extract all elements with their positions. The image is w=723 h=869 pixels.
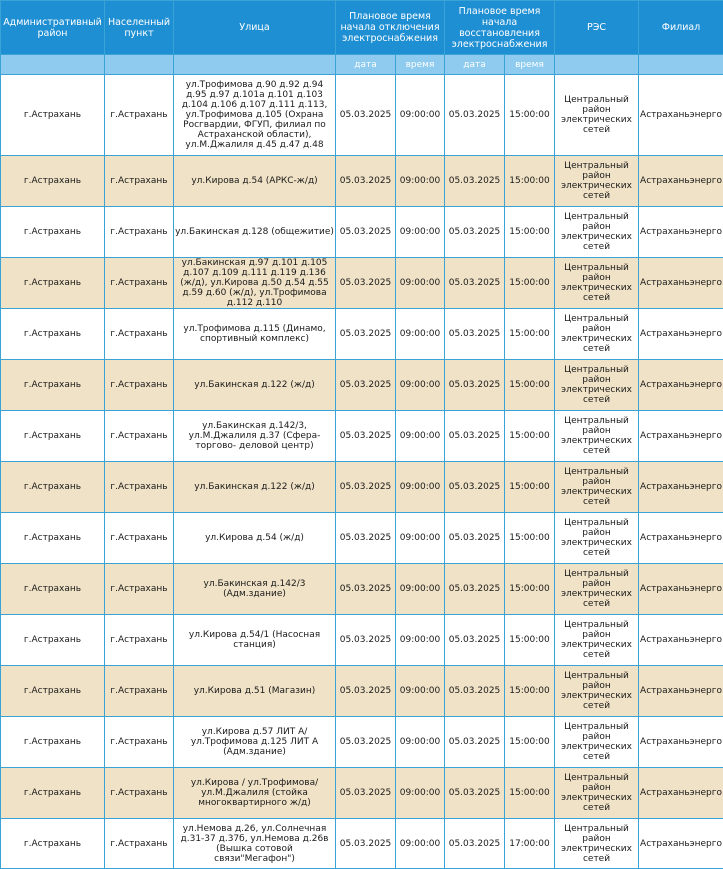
cell-off-time: 09:00:00 bbox=[396, 207, 445, 258]
cell-off-time: 09:00:00 bbox=[396, 258, 445, 309]
cell-off-time: 09:00:00 bbox=[396, 360, 445, 411]
cell-district: г.Астрахань bbox=[1, 156, 105, 207]
cell-street: ул.Бакинская д.128 (общежитие) bbox=[174, 207, 336, 258]
cell-on-date: 05.03.2025 bbox=[445, 207, 505, 258]
cell-off-date: 05.03.2025 bbox=[336, 360, 396, 411]
cell-off-date: 05.03.2025 bbox=[336, 564, 396, 615]
cell-settlement: г.Астрахань bbox=[105, 75, 174, 156]
cell-district: г.Астрахань bbox=[1, 462, 105, 513]
table-row bbox=[1, 768, 723, 819]
header-settlement: Населенный пункт bbox=[105, 1, 174, 55]
cell-street: ул.Бакинская д.97 д.101 д.105 д.107 д.109 д.111 д.119 д.136 (ж/д), ул.Кирова д.50 д.54 д.55 д.59 д.60 (ж/д), ул.Трофимова д.112 д.110 bbox=[174, 258, 336, 309]
table-row bbox=[1, 411, 723, 462]
cell-settlement: г.Астрахань bbox=[105, 309, 174, 360]
cell-res: Центральный район электрических сетей bbox=[555, 666, 639, 717]
header-off-time: Плановое время начала отключения электроснабжения bbox=[336, 1, 445, 55]
cell-branch: Астраханьэнерго bbox=[639, 564, 723, 615]
cell-on-time: 15:00:00 bbox=[505, 768, 555, 819]
cell-res: Центральный район электрических сетей bbox=[555, 207, 639, 258]
cell-branch: Астраханьэнерго bbox=[639, 360, 723, 411]
cell-on-time: 17:00:00 bbox=[505, 819, 555, 869]
cell-off-date: 05.03.2025 bbox=[336, 615, 396, 666]
cell-on-time: 15:00:00 bbox=[505, 615, 555, 666]
cell-street: ул.Кирова д.54 (АРКС-ж/д) bbox=[174, 156, 336, 207]
cell-street: ул.Кирова д.51 (Магазин) bbox=[174, 666, 336, 717]
cell-branch: Астраханьэнерго bbox=[639, 411, 723, 462]
cell-settlement: г.Астрахань bbox=[105, 258, 174, 309]
cell-settlement: г.Астрахань bbox=[105, 768, 174, 819]
cell-off-date: 05.03.2025 bbox=[336, 462, 396, 513]
table-row bbox=[1, 717, 723, 768]
subheader-empty bbox=[1, 55, 105, 75]
cell-street: ул.Бакинская д.122 (ж/д) bbox=[174, 360, 336, 411]
cell-district: г.Астрахань bbox=[1, 75, 105, 156]
table-row bbox=[1, 615, 723, 666]
cell-off-date: 05.03.2025 bbox=[336, 156, 396, 207]
cell-branch: Астраханьэнерго bbox=[639, 666, 723, 717]
cell-on-date: 05.03.2025 bbox=[445, 309, 505, 360]
cell-street: ул.Кирова / ул.Трофимова/ ул.М.Джалиля (стойка многоквартирного ж/д) bbox=[174, 768, 336, 819]
cell-off-time: 09:00:00 bbox=[396, 666, 445, 717]
cell-street: ул.Бакинская д.122 (ж/д) bbox=[174, 462, 336, 513]
cell-on-date: 05.03.2025 bbox=[445, 819, 505, 869]
cell-on-time: 15:00:00 bbox=[505, 717, 555, 768]
cell-off-date: 05.03.2025 bbox=[336, 309, 396, 360]
table-row bbox=[1, 75, 723, 156]
cell-on-time: 15:00:00 bbox=[505, 411, 555, 462]
cell-district: г.Астрахань bbox=[1, 564, 105, 615]
table-subheader-row bbox=[1, 55, 723, 75]
cell-off-time: 09:00:00 bbox=[396, 768, 445, 819]
table-row bbox=[1, 462, 723, 513]
subheader-on-time: время bbox=[505, 55, 555, 75]
cell-off-time: 09:00:00 bbox=[396, 513, 445, 564]
cell-off-time: 09:00:00 bbox=[396, 564, 445, 615]
subheader-on-date: дата bbox=[445, 55, 505, 75]
cell-off-date: 05.03.2025 bbox=[336, 717, 396, 768]
cell-on-time: 15:00:00 bbox=[505, 258, 555, 309]
header-branch: Филиал bbox=[639, 1, 723, 55]
cell-off-time: 09:00:00 bbox=[396, 615, 445, 666]
cell-street: ул.Бакинская д.142/3 (Адм.здание) bbox=[174, 564, 336, 615]
cell-settlement: г.Астрахань bbox=[105, 156, 174, 207]
cell-branch: Астраханьэнерго bbox=[639, 207, 723, 258]
cell-res: Центральный район электрических сетей bbox=[555, 717, 639, 768]
cell-branch: Астраханьэнерго bbox=[639, 768, 723, 819]
header-res: РЭС bbox=[555, 1, 639, 55]
cell-branch: Астраханьэнерго bbox=[639, 75, 723, 156]
cell-on-time: 15:00:00 bbox=[505, 75, 555, 156]
table-row bbox=[1, 666, 723, 717]
cell-on-date: 05.03.2025 bbox=[445, 615, 505, 666]
cell-on-time: 15:00:00 bbox=[505, 462, 555, 513]
cell-street: ул.Трофимова д.115 (Динамо, спортивный комплекс) bbox=[174, 309, 336, 360]
table-header-row bbox=[1, 1, 723, 55]
table-row bbox=[1, 819, 723, 869]
cell-on-date: 05.03.2025 bbox=[445, 564, 505, 615]
cell-res: Центральный район электрических сетей bbox=[555, 462, 639, 513]
cell-on-time: 15:00:00 bbox=[505, 360, 555, 411]
cell-on-time: 15:00:00 bbox=[505, 513, 555, 564]
subheader-empty bbox=[555, 55, 639, 75]
cell-off-time: 09:00:00 bbox=[396, 819, 445, 869]
cell-street: ул.Трофимова д.90 д.92 д.94 д.95 д.97 д.101а д.101 д.103 д.104 д.106 д.107 д.111 д.113, ул.Трофимова д.105 (Охрана Росгвардии, ФГУП, филиал по Астраханской области), ул.М.Джалиля д.45 д.47 д.48 bbox=[174, 75, 336, 156]
cell-res: Центральный район электрических сетей bbox=[555, 564, 639, 615]
cell-settlement: г.Астрахань bbox=[105, 411, 174, 462]
cell-on-time: 15:00:00 bbox=[505, 666, 555, 717]
cell-res: Центральный район электрических сетей bbox=[555, 411, 639, 462]
table-row bbox=[1, 564, 723, 615]
cell-res: Центральный район электрических сетей bbox=[555, 258, 639, 309]
cell-on-date: 05.03.2025 bbox=[445, 360, 505, 411]
cell-on-time: 15:00:00 bbox=[505, 156, 555, 207]
cell-res: Центральный район электрических сетей bbox=[555, 819, 639, 869]
cell-settlement: г.Астрахань bbox=[105, 564, 174, 615]
cell-on-time: 15:00:00 bbox=[505, 309, 555, 360]
header-district: Административный район bbox=[1, 1, 105, 55]
cell-on-date: 05.03.2025 bbox=[445, 513, 505, 564]
cell-branch: Астраханьэнерго bbox=[639, 462, 723, 513]
cell-on-date: 05.03.2025 bbox=[445, 717, 505, 768]
cell-off-date: 05.03.2025 bbox=[336, 207, 396, 258]
cell-on-date: 05.03.2025 bbox=[445, 75, 505, 156]
table-row bbox=[1, 513, 723, 564]
cell-street: ул.Немова д.26, ул.Солнечная д.31-37 д.37б, ул.Немова д.26в (Вышка сотовой связи"Мегафон") bbox=[174, 819, 336, 869]
cell-on-date: 05.03.2025 bbox=[445, 768, 505, 819]
cell-branch: Астраханьэнерго bbox=[639, 309, 723, 360]
cell-on-date: 05.03.2025 bbox=[445, 462, 505, 513]
cell-res: Центральный район электрических сетей bbox=[555, 75, 639, 156]
cell-off-date: 05.03.2025 bbox=[336, 75, 396, 156]
cell-branch: Астраханьэнерго bbox=[639, 717, 723, 768]
cell-settlement: г.Астрахань bbox=[105, 462, 174, 513]
cell-off-time: 09:00:00 bbox=[396, 411, 445, 462]
cell-street: ул.Кирова д.54/1 (Насосная станция) bbox=[174, 615, 336, 666]
cell-settlement: г.Астрахань bbox=[105, 717, 174, 768]
cell-district: г.Астрахань bbox=[1, 411, 105, 462]
cell-res: Центральный район электрических сетей bbox=[555, 309, 639, 360]
table-row bbox=[1, 309, 723, 360]
cell-district: г.Астрахань bbox=[1, 513, 105, 564]
cell-on-date: 05.03.2025 bbox=[445, 411, 505, 462]
cell-branch: Астраханьэнерго bbox=[639, 819, 723, 869]
cell-res: Центральный район электрических сетей bbox=[555, 360, 639, 411]
cell-branch: Астраханьэнерго bbox=[639, 615, 723, 666]
cell-district: г.Астрахань bbox=[1, 666, 105, 717]
cell-street: ул.Кирова д.57 ЛИТ А/ ул.Трофимова д.125 ЛИТ А (Адм.здание) bbox=[174, 717, 336, 768]
cell-on-date: 05.03.2025 bbox=[445, 666, 505, 717]
subheader-off-time: время bbox=[396, 55, 445, 75]
cell-settlement: г.Астрахань bbox=[105, 819, 174, 869]
subheader-empty bbox=[174, 55, 336, 75]
cell-district: г.Астрахань bbox=[1, 615, 105, 666]
cell-street: ул.Кирова д.54 (ж/д) bbox=[174, 513, 336, 564]
subheader-off-date: дата bbox=[336, 55, 396, 75]
cell-res: Центральный район электрических сетей bbox=[555, 615, 639, 666]
cell-off-date: 05.03.2025 bbox=[336, 258, 396, 309]
cell-district: г.Астрахань bbox=[1, 768, 105, 819]
header-street: Улица bbox=[174, 1, 336, 55]
cell-district: г.Астрахань bbox=[1, 309, 105, 360]
cell-off-time: 09:00:00 bbox=[396, 462, 445, 513]
cell-on-time: 15:00:00 bbox=[505, 207, 555, 258]
cell-res: Центральный район электрических сетей bbox=[555, 156, 639, 207]
cell-res: Центральный район электрических сетей bbox=[555, 768, 639, 819]
cell-off-date: 05.03.2025 bbox=[336, 411, 396, 462]
cell-settlement: г.Астрахань bbox=[105, 207, 174, 258]
cell-on-time: 15:00:00 bbox=[505, 564, 555, 615]
cell-off-time: 09:00:00 bbox=[396, 717, 445, 768]
cell-off-date: 05.03.2025 bbox=[336, 768, 396, 819]
cell-district: г.Астрахань bbox=[1, 258, 105, 309]
cell-district: г.Астрахань bbox=[1, 717, 105, 768]
table-row bbox=[1, 156, 723, 207]
cell-settlement: г.Астрахань bbox=[105, 360, 174, 411]
cell-off-time: 09:00:00 bbox=[396, 75, 445, 156]
table-row bbox=[1, 360, 723, 411]
cell-branch: Астраханьэнерго bbox=[639, 258, 723, 309]
cell-settlement: г.Астрахань bbox=[105, 615, 174, 666]
cell-district: г.Астрахань bbox=[1, 207, 105, 258]
table-row bbox=[1, 258, 723, 309]
cell-off-time: 09:00:00 bbox=[396, 309, 445, 360]
cell-branch: Астраханьэнерго bbox=[639, 156, 723, 207]
cell-on-date: 05.03.2025 bbox=[445, 258, 505, 309]
cell-off-date: 05.03.2025 bbox=[336, 666, 396, 717]
subheader-empty bbox=[639, 55, 723, 75]
cell-settlement: г.Астрахань bbox=[105, 513, 174, 564]
cell-branch: Астраханьэнерго bbox=[639, 513, 723, 564]
cell-district: г.Астрахань bbox=[1, 819, 105, 869]
cell-off-date: 05.03.2025 bbox=[336, 819, 396, 869]
header-restore-time: Плановое время начала восстановления электроснабжения bbox=[445, 1, 555, 55]
cell-street: ул.Бакинская д.142/3, ул.М.Джалиля д.37 (Сфера-торгово- деловой центр) bbox=[174, 411, 336, 462]
subheader-empty bbox=[105, 55, 174, 75]
cell-res: Центральный район электрических сетей bbox=[555, 513, 639, 564]
cell-settlement: г.Астрахань bbox=[105, 666, 174, 717]
cell-district: г.Астрахань bbox=[1, 360, 105, 411]
cell-on-date: 05.03.2025 bbox=[445, 156, 505, 207]
table-row bbox=[1, 207, 723, 258]
cell-off-date: 05.03.2025 bbox=[336, 513, 396, 564]
cell-off-time: 09:00:00 bbox=[396, 156, 445, 207]
